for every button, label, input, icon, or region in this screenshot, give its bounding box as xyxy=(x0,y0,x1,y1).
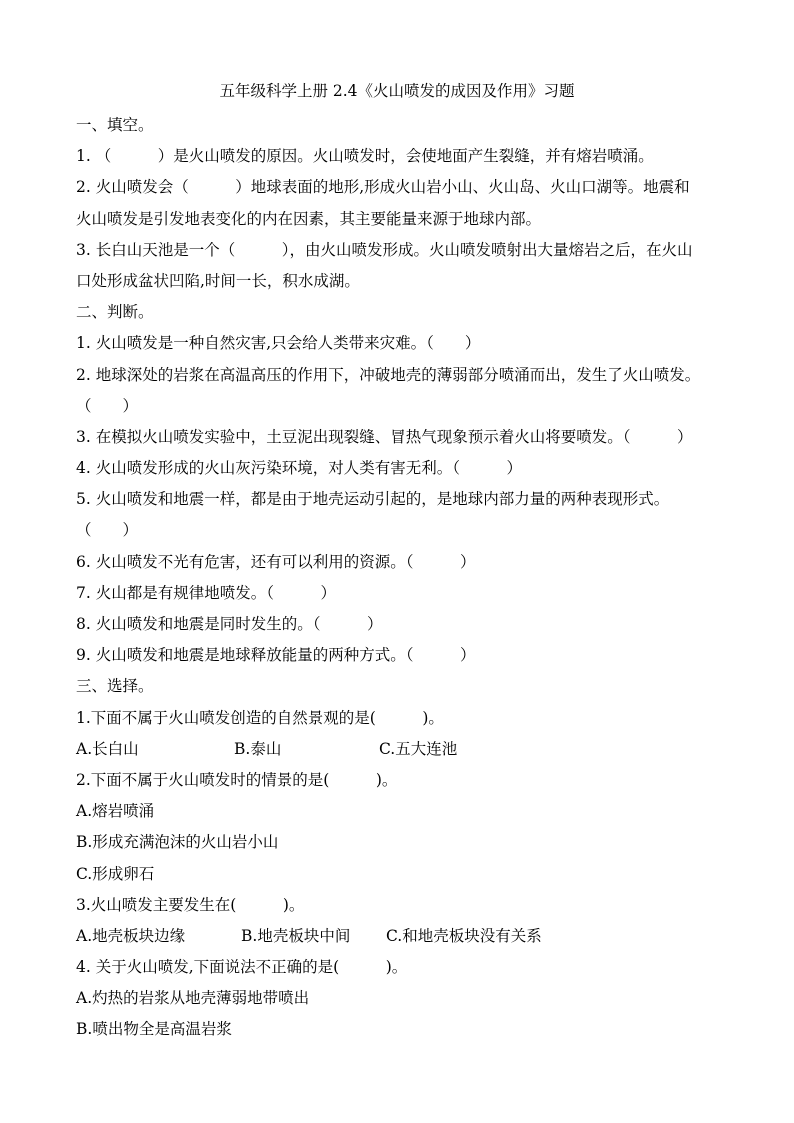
choice-question-1-options xyxy=(76,734,726,765)
fill-blank-question-3-continued: 口处形成盆状凹陷,时间一长，积水成湖。 xyxy=(76,271,360,290)
true-false-question-5: 5. 火山喷发和地震一样，都是由于地壳运动引起的，是地球内部力量的两种表现形式。 xyxy=(76,490,670,509)
true-false-question-4: 4. 火山喷发形成的火山灰污染环境，对人类有害无利。（ ） xyxy=(76,459,522,478)
page-title: 五年级科学上册 2.4《火山喷发的成因及作用》习题 xyxy=(219,82,575,100)
true-false-question-9: 9. 火山喷发和地震是地球释放能量的两种方式。（ ） xyxy=(76,646,476,665)
choice-option-a: A.熔岩喷涌 xyxy=(76,802,155,821)
true-false-question-1: 1. 火山喷发是一种自然灾害,只会给人类带来灾难。（ ） xyxy=(76,334,481,353)
section-heading-true-false: 二、判断。 xyxy=(76,303,154,322)
choice-question-4: 4. 关于火山喷发,下面说法不正确的是( )。 xyxy=(76,958,408,977)
fill-blank-question-2-continued: 火山喷发是引发地表变化的内在因素，其主要能量来源于地球内部。 xyxy=(76,209,542,228)
true-false-question-8: 8. 火山喷发和地震是同时发生的。（ ） xyxy=(76,615,383,633)
choice-option-c: C.和地壳板块没有关系 xyxy=(386,926,542,945)
choice-question-1: 1.下面不属于火山喷发创造的自然景观的是( )。 xyxy=(76,708,444,727)
choice-option-a: A.地壳板块边缘 xyxy=(76,926,186,945)
choice-option-b: B.地壳板块中间 xyxy=(241,926,351,945)
choice-option-b: B.形成充满泡沫的火山岩小山 xyxy=(76,833,279,852)
choice-option-c: C.五大连池 xyxy=(379,739,458,758)
choice-option-c: C.形成卵石 xyxy=(76,864,155,883)
true-false-question-3: 3. 在模拟火山喷发实验中，土豆泥出现裂缝、冒热气现象预示着火山将要喷发。（ ） xyxy=(76,427,693,446)
choice-option-a: A.长白山 xyxy=(76,739,139,758)
true-false-question-2-answer-blank: （ ） xyxy=(76,396,139,415)
true-false-question-7: 7. 火山都是有规律地喷发。（ ） xyxy=(76,583,336,602)
true-false-question-6: 6. 火山喷发不光有危害，还有可以利用的资源。（ ） xyxy=(76,552,476,571)
choice-option-a: A.灼热的岩浆从地壳薄弱地带喷出 xyxy=(76,989,310,1008)
fill-blank-question-3: 3. 长白山天池是一个（ ），由火山喷发形成。火山喷发喷射出大量熔岩之后，在火山 xyxy=(76,240,693,259)
true-false-question-5-answer-blank: （ ） xyxy=(76,521,139,540)
fill-blank-question-2: 2. 火山喷发会（ ）地球表面的地形,形成火山岩小山、火山岛、火山口湖等。地震和 xyxy=(76,178,690,197)
true-false-question-2: 2. 地球深处的岩浆在高温高压的作用下，冲破地壳的薄弱部分喷涌而出，发生了火山喷发。 xyxy=(76,365,701,384)
section-heading-multiple-choice: 三、选择。 xyxy=(76,677,154,696)
section-heading-fill-blank: 一、填空。 xyxy=(76,116,154,134)
choice-option-b: B.泰山 xyxy=(234,739,282,758)
choice-question-3-options xyxy=(76,921,726,952)
worksheet-content xyxy=(76,110,726,1046)
choice-option-b: B.喷出物全是高温岩浆 xyxy=(76,1020,232,1039)
choice-question-2: 2.下面不属于火山喷发时的情景的是( )。 xyxy=(76,770,398,789)
choice-question-3: 3.火山喷发主要发生在( )。 xyxy=(76,895,305,914)
fill-blank-question-1: 1. （ ）是火山喷发的原因。火山喷发时，会使地面产生裂缝，并有熔岩喷涌。 xyxy=(76,147,654,166)
